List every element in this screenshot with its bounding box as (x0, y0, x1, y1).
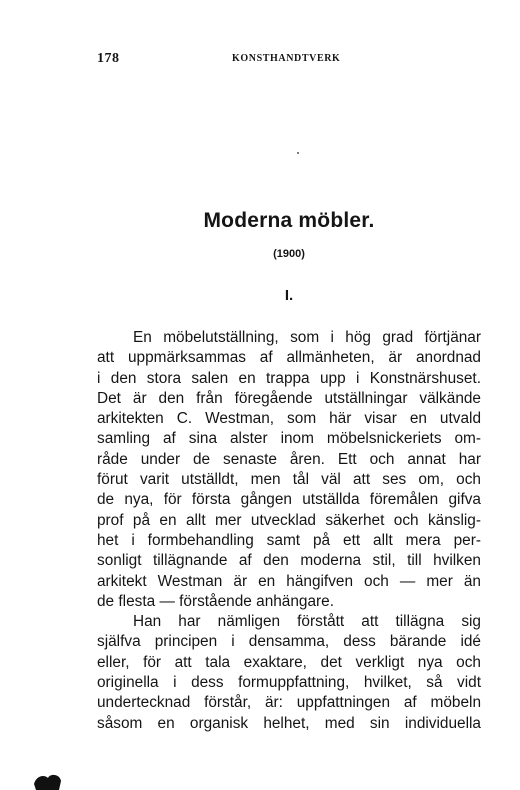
print-speck (297, 152, 299, 154)
text-line: arkitekt Westman är en hängifven och — mer än (97, 572, 481, 590)
text-line: Det är den från föregående utställningar välkände (97, 389, 481, 407)
text-line: själfva principen i densamma, dess bärande idé (97, 633, 481, 651)
text-line: förut varit utställdt, men tål väl att ses om, och (97, 471, 481, 489)
text-line: sonligt tillägnande af den moderna stil, till hvilken (97, 552, 481, 570)
body-text (97, 328, 481, 734)
text-line: råde under de senaste åren. Ett och annat har (97, 450, 481, 468)
article-year: (1900) (273, 248, 305, 260)
text-line: de flesta — förstående anhängare. (97, 592, 335, 610)
text-line: såsom en organisk helhet, med sin individuella (97, 714, 481, 732)
text-line: Han har nämligen förstått att tillägna sig (133, 613, 481, 631)
text-line: att uppmärksammas af allmänheten, är anordnad (97, 349, 481, 367)
text-line: het i formbehandling samt på ett allt mera per- (97, 531, 481, 549)
text-line: undertecknad förstår, är: uppfattningen af möbeln (97, 694, 481, 712)
article-title: Moderna möbler. (203, 209, 375, 232)
ink-blot (30, 770, 70, 790)
page-number: 178 (97, 51, 120, 66)
text-line: En möbelutställning, som i hög grad förtjänar (133, 329, 481, 346)
text-line: prof på en allt mer utvecklad säkerhet och känslig- (97, 511, 481, 529)
text-line: samling af sina alster inom möbelsnickeriets om- (97, 430, 481, 448)
text-line: de nya, för första gången utställda föremålen gifva (97, 491, 481, 509)
running-head: KONSTHANDTVERK (232, 53, 341, 64)
text-line: i den stora salen en trappa upp i Konstnärshuset. (97, 369, 481, 387)
section-number: I. (284, 287, 294, 304)
text-line: arkitekten C. Westman, som här visar en utvald (97, 410, 481, 428)
text-line: originella i dess formuppfattning, hvilket, så vidt (97, 674, 481, 692)
text-line: eller, för att tala exaktare, det verkligt nya och (97, 653, 481, 671)
